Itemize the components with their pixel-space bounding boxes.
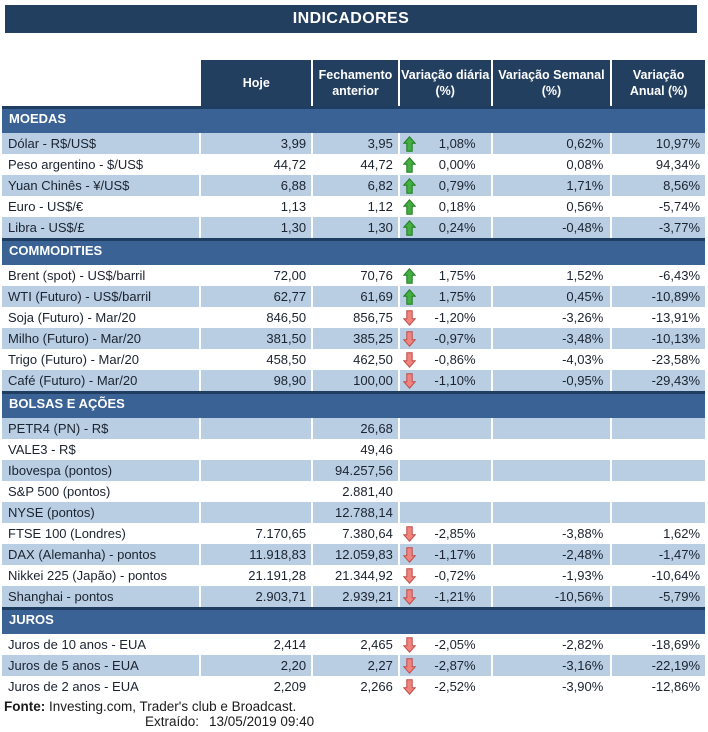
variacao-diaria-value: -2,87% xyxy=(434,658,476,673)
variacao-semanal-value: -10,56% xyxy=(491,586,611,607)
hoje-value: 2,209 xyxy=(199,676,311,697)
column-header-variacao-anual xyxy=(610,60,705,106)
extracted-timestamp: 13/05/2019 09:40 xyxy=(209,714,315,729)
arrow-placeholder xyxy=(403,483,417,500)
arrow-placeholder xyxy=(403,420,417,437)
row-label: Soja (Futuro) - Mar/20 xyxy=(8,310,136,325)
hoje-value: 72,00 xyxy=(199,265,311,286)
arrow-down-icon xyxy=(403,657,417,674)
fechamento-value: 94.257,56 xyxy=(311,460,398,481)
variacao-diaria-value: -0,72% xyxy=(434,568,476,583)
variacao-semanal-value: -4,03% xyxy=(491,349,611,370)
row-label: FTSE 100 (Londres) xyxy=(8,526,126,541)
variacao-anual-value: -5,74% xyxy=(610,196,705,217)
fechamento-value: 49,46 xyxy=(311,439,398,460)
arrow-down-icon xyxy=(403,546,417,563)
variacao-semanal-value: -3,26% xyxy=(491,307,611,328)
table-row xyxy=(2,655,705,676)
table-row xyxy=(2,544,705,565)
variacao-diaria-value: 0,00% xyxy=(438,157,476,172)
variacao-diaria-cell xyxy=(398,307,491,328)
page-title: INDICADORES xyxy=(5,5,697,33)
variacao-anual-value: 1,62% xyxy=(610,523,705,544)
table-row xyxy=(2,634,705,655)
row-label: Brent (spot) - US$/barril xyxy=(8,268,146,283)
arrow-down-icon xyxy=(403,330,417,347)
fechamento-value: 2,266 xyxy=(311,676,398,697)
arrow-up-icon xyxy=(403,267,417,284)
variacao-semanal-value: 0,45% xyxy=(491,286,611,307)
hoje-value xyxy=(199,460,311,481)
variacao-semanal-value: -3,90% xyxy=(491,676,611,697)
column-header-text: Fechamento xyxy=(318,67,393,82)
variacao-diaria-cell xyxy=(398,154,491,175)
hoje-value: 62,77 xyxy=(199,286,311,307)
table-row xyxy=(2,286,705,307)
hoje-value: 44,72 xyxy=(199,154,311,175)
table-row xyxy=(2,154,705,175)
variacao-semanal-value: -1,93% xyxy=(491,565,611,586)
row-label: NYSE (pontos) xyxy=(8,505,95,520)
variacao-semanal-value: 1,52% xyxy=(491,265,611,286)
row-label: Milho (Futuro) - Mar/20 xyxy=(8,331,141,346)
fechamento-value: 1,12 xyxy=(311,196,398,217)
table-row xyxy=(2,307,705,328)
table-row xyxy=(2,460,705,481)
arrow-placeholder xyxy=(403,441,417,458)
row-label: Juros de 2 anos - EUA xyxy=(8,679,139,694)
source-line xyxy=(4,699,708,714)
arrow-down-icon xyxy=(403,588,417,605)
column-header-text: (%) xyxy=(541,84,562,98)
column-header-text: Anual (%) xyxy=(629,84,688,98)
variacao-diaria-cell xyxy=(398,265,491,286)
variacao-anual-value: -23,58% xyxy=(610,349,705,370)
fechamento-value: 100,00 xyxy=(311,370,398,391)
table-row xyxy=(2,523,705,544)
row-label: Trigo (Futuro) - Mar/20 xyxy=(8,352,139,367)
row-label: Ibovespa (pontos) xyxy=(8,463,113,478)
fechamento-value: 2,465 xyxy=(311,634,398,655)
arrow-placeholder xyxy=(403,504,417,521)
column-header-hoje xyxy=(199,60,311,106)
variacao-diaria-value: -2,05% xyxy=(434,637,476,652)
variacao-diaria-cell xyxy=(398,439,491,460)
row-label: PETR4 (PN) - R$ xyxy=(8,421,109,436)
row-label: WTI (Futuro) - US$/barril xyxy=(8,289,152,304)
section-header-commodities: COMMODITIES xyxy=(2,238,705,265)
table-row xyxy=(2,175,705,196)
column-header-fechamento-anterior xyxy=(311,60,398,106)
variacao-anual-value: -29,43% xyxy=(610,370,705,391)
table-row xyxy=(2,418,705,439)
variacao-semanal-value: 0,08% xyxy=(491,154,611,175)
column-header-text: Variação Semanal xyxy=(498,67,605,82)
hoje-value: 7.170,65 xyxy=(199,523,311,544)
fechamento-value: 856,75 xyxy=(311,307,398,328)
variacao-diaria-cell xyxy=(398,502,491,523)
variacao-semanal-value xyxy=(491,418,611,439)
sections xyxy=(2,106,705,697)
hoje-value: 98,90 xyxy=(199,370,311,391)
variacao-anual-value xyxy=(610,439,705,460)
variacao-anual-value: -12,86% xyxy=(610,676,705,697)
variacao-anual-value: -6,43% xyxy=(610,265,705,286)
variacao-semanal-value: -0,48% xyxy=(491,217,611,238)
variacao-anual-value xyxy=(610,460,705,481)
variacao-diaria-value: -1,20% xyxy=(434,310,476,325)
variacao-diaria-cell xyxy=(398,328,491,349)
variacao-anual-value: -18,69% xyxy=(610,634,705,655)
variacao-anual-value: 94,34% xyxy=(610,154,705,175)
variacao-anual-value: -10,89% xyxy=(610,286,705,307)
arrow-down-icon xyxy=(403,309,417,326)
fechamento-value: 12.788,14 xyxy=(311,502,398,523)
hoje-value: 21.191,28 xyxy=(199,565,311,586)
variacao-anual-value: -3,77% xyxy=(610,217,705,238)
section-header-bolsas-e-a-es: BOLSAS E AÇÕES xyxy=(2,391,705,418)
row-label: Euro - US$/€ xyxy=(8,199,84,214)
table-row xyxy=(2,133,705,154)
variacao-diaria-value: -1,17% xyxy=(434,547,476,562)
fechamento-value: 2,27 xyxy=(311,655,398,676)
footer xyxy=(4,699,708,729)
row-label: Yuan Chinês - ¥/US$ xyxy=(8,178,130,193)
variacao-diaria-cell xyxy=(398,460,491,481)
table-row xyxy=(2,439,705,460)
fechamento-value: 385,25 xyxy=(311,328,398,349)
arrow-up-icon xyxy=(403,219,417,236)
arrow-up-icon xyxy=(403,156,417,173)
fechamento-value: 6,82 xyxy=(311,175,398,196)
section-header-juros: JUROS xyxy=(2,607,705,634)
variacao-anual-value xyxy=(610,418,705,439)
column-header-text: Hoje xyxy=(242,75,270,90)
variacao-diaria-cell xyxy=(398,133,491,154)
fechamento-value: 462,50 xyxy=(311,349,398,370)
column-header-variacao-diaria xyxy=(398,60,491,106)
hoje-value: 2.903,71 xyxy=(199,586,311,607)
fechamento-value: 1,30 xyxy=(311,217,398,238)
row-label: DAX (Alemanha) - pontos xyxy=(8,547,157,562)
column-header-text: (%) xyxy=(435,84,455,98)
row-label: Nikkei 225 (Japão) - pontos xyxy=(8,568,167,583)
variacao-diaria-value: -0,97% xyxy=(434,331,476,346)
table-row xyxy=(2,349,705,370)
row-label: Juros de 10 anos - EUA xyxy=(8,637,147,652)
variacao-diaria-value: -1,21% xyxy=(434,589,476,604)
variacao-diaria-value: 1,08% xyxy=(438,136,476,151)
row-label: Dólar - R$/US$ xyxy=(8,136,97,151)
table-row xyxy=(2,565,705,586)
hoje-value: 1,13 xyxy=(199,196,311,217)
row-label: VALE3 - R$ xyxy=(8,442,76,457)
hoje-value xyxy=(199,502,311,523)
variacao-diaria-value: 1,75% xyxy=(438,268,476,283)
indicators-table xyxy=(2,60,705,697)
hoje-value xyxy=(199,481,311,502)
fechamento-value: 3,95 xyxy=(311,133,398,154)
variacao-semanal-value: -0,95% xyxy=(491,370,611,391)
variacao-diaria-value: -0,86% xyxy=(434,352,476,367)
variacao-semanal-value: 1,71% xyxy=(491,175,611,196)
variacao-diaria-value: 0,18% xyxy=(438,199,476,214)
variacao-semanal-value xyxy=(491,481,611,502)
variacao-diaria-cell xyxy=(398,481,491,502)
hoje-value: 458,50 xyxy=(199,349,311,370)
variacao-anual-value: -10,64% xyxy=(610,565,705,586)
variacao-semanal-value: -3,16% xyxy=(491,655,611,676)
variacao-semanal-value xyxy=(491,439,611,460)
variacao-diaria-cell xyxy=(398,676,491,697)
arrow-up-icon xyxy=(403,198,417,215)
column-header-row xyxy=(2,60,705,106)
variacao-diaria-value: 1,75% xyxy=(438,289,476,304)
variacao-semanal-value xyxy=(491,502,611,523)
row-label: S&P 500 (pontos) xyxy=(8,484,111,499)
variacao-diaria-value: -1,10% xyxy=(434,373,476,388)
variacao-anual-value: -22,19% xyxy=(610,655,705,676)
hoje-value: 6,88 xyxy=(199,175,311,196)
variacao-diaria-value: -2,52% xyxy=(434,679,476,694)
variacao-anual-value: -5,79% xyxy=(610,586,705,607)
column-header-text: Variação xyxy=(632,67,685,82)
header-spacer xyxy=(2,60,199,106)
arrow-down-icon xyxy=(403,678,417,695)
arrow-down-icon xyxy=(403,372,417,389)
hoje-value: 11.918,83 xyxy=(199,544,311,565)
table-row xyxy=(2,196,705,217)
variacao-diaria-cell xyxy=(398,217,491,238)
arrow-down-icon xyxy=(403,525,417,542)
hoje-value: 1,30 xyxy=(199,217,311,238)
variacao-diaria-cell xyxy=(398,349,491,370)
variacao-semanal-value: -3,88% xyxy=(491,523,611,544)
extracted-label: Extraído: xyxy=(145,714,200,729)
variacao-diaria-cell xyxy=(398,544,491,565)
variacao-anual-value: -13,91% xyxy=(610,307,705,328)
row-label: Peso argentino - $/US$ xyxy=(8,157,144,172)
hoje-value xyxy=(199,418,311,439)
arrow-down-icon xyxy=(403,351,417,368)
table-row xyxy=(2,676,705,697)
table-row xyxy=(2,502,705,523)
variacao-diaria-cell xyxy=(398,286,491,307)
hoje-value: 846,50 xyxy=(199,307,311,328)
variacao-diaria-cell xyxy=(398,655,491,676)
variacao-anual-value: -1,47% xyxy=(610,544,705,565)
variacao-diaria-cell xyxy=(398,370,491,391)
arrow-up-icon xyxy=(403,288,417,305)
variacao-diaria-cell xyxy=(398,634,491,655)
source-label: Fonte: xyxy=(4,699,46,714)
variacao-anual-value: 8,56% xyxy=(610,175,705,196)
arrow-up-icon xyxy=(403,177,417,194)
variacao-anual-value xyxy=(610,481,705,502)
variacao-semanal-value: 0,62% xyxy=(491,133,611,154)
hoje-value xyxy=(199,439,311,460)
fechamento-value: 70,76 xyxy=(311,265,398,286)
arrow-up-icon xyxy=(403,135,417,152)
variacao-diaria-cell xyxy=(398,196,491,217)
hoje-value: 3,99 xyxy=(199,133,311,154)
fechamento-value: 7.380,64 xyxy=(311,523,398,544)
fechamento-value: 2.939,21 xyxy=(311,586,398,607)
hoje-value: 381,50 xyxy=(199,328,311,349)
column-header-variacao-semanal xyxy=(491,60,611,106)
arrow-down-icon xyxy=(403,636,417,653)
fechamento-value: 61,69 xyxy=(311,286,398,307)
row-label: Shanghai - pontos xyxy=(8,589,114,604)
section-header-moedas: MOEDAS xyxy=(2,106,705,133)
row-label: Juros de 5 anos - EUA xyxy=(8,658,139,673)
row-label: Libra - US$/£ xyxy=(8,220,85,235)
variacao-anual-value: 10,97% xyxy=(610,133,705,154)
variacao-semanal-value: -2,48% xyxy=(491,544,611,565)
variacao-diaria-value: 0,24% xyxy=(438,220,476,235)
variacao-diaria-cell xyxy=(398,523,491,544)
table-row xyxy=(2,217,705,238)
source-text: Investing.com, Trader's club e Broadcast. xyxy=(45,699,297,714)
table-row xyxy=(2,586,705,607)
column-header-text: Variação diária xyxy=(401,67,490,82)
hoje-value: 2,414 xyxy=(199,634,311,655)
fechamento-value: 26,68 xyxy=(311,418,398,439)
fechamento-value: 12.059,83 xyxy=(311,544,398,565)
variacao-anual-value xyxy=(610,502,705,523)
hoje-value: 2,20 xyxy=(199,655,311,676)
arrow-down-icon xyxy=(403,567,417,584)
table-row xyxy=(2,265,705,286)
table-row xyxy=(2,481,705,502)
row-label: Café (Futuro) - Mar/20 xyxy=(8,373,138,388)
column-header-text: anterior xyxy=(332,84,379,98)
variacao-diaria-cell xyxy=(398,418,491,439)
table-row xyxy=(2,328,705,349)
variacao-diaria-cell xyxy=(398,586,491,607)
variacao-diaria-cell xyxy=(398,565,491,586)
fechamento-value: 2.881,40 xyxy=(311,481,398,502)
variacao-semanal-value: -3,48% xyxy=(491,328,611,349)
variacao-diaria-value: 0,79% xyxy=(438,178,476,193)
arrow-placeholder xyxy=(403,462,417,479)
fechamento-value: 21.344,92 xyxy=(311,565,398,586)
variacao-diaria-cell xyxy=(398,175,491,196)
fechamento-value: 44,72 xyxy=(311,154,398,175)
variacao-semanal-value: -2,82% xyxy=(491,634,611,655)
variacao-semanal-value: 0,56% xyxy=(491,196,611,217)
table-row xyxy=(2,370,705,391)
variacao-semanal-value xyxy=(491,460,611,481)
variacao-diaria-value: -2,85% xyxy=(434,526,476,541)
variacao-anual-value: -10,13% xyxy=(610,328,705,349)
